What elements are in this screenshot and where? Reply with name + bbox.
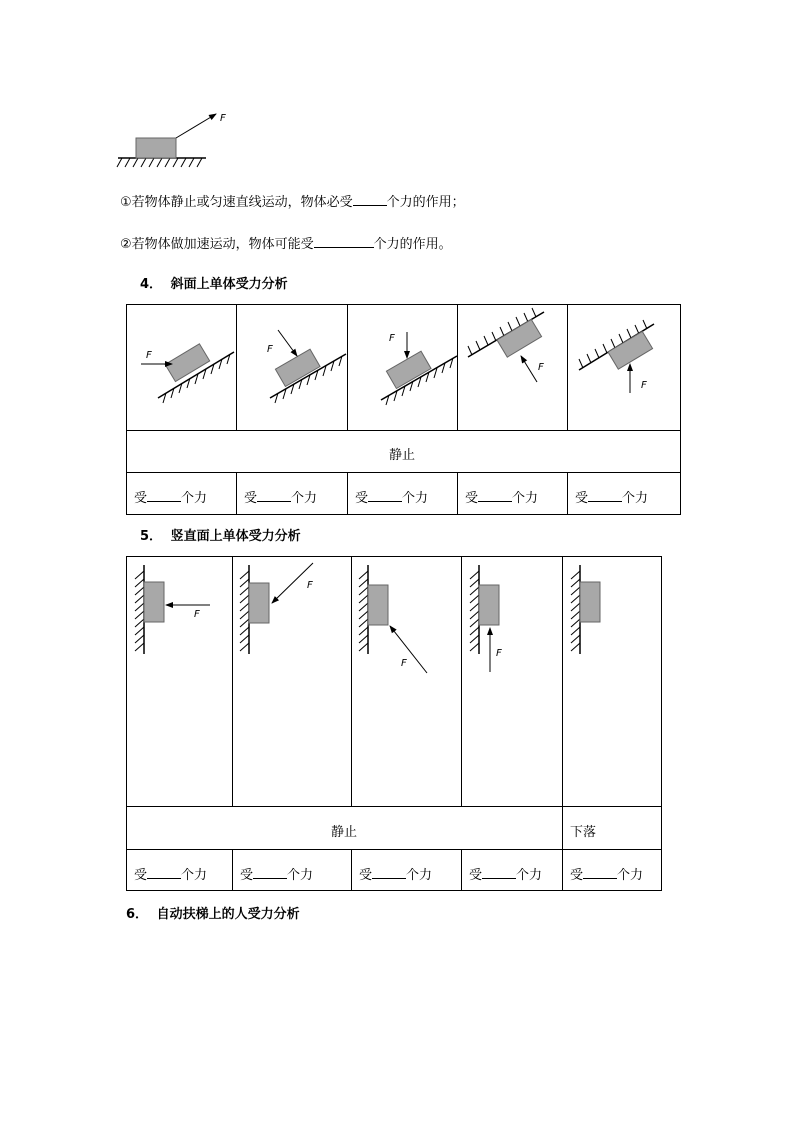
answer-suffix: 个力 — [516, 868, 543, 883]
question-line-2 — [120, 235, 452, 253]
section-5-heading — [140, 529, 301, 545]
block — [136, 138, 176, 158]
table-4-answer-2 — [244, 487, 317, 506]
answer-suffix: 个力 — [622, 491, 649, 506]
line2-suffix: 个力的作用。 — [373, 237, 452, 252]
table-4-answer-5 — [575, 487, 648, 506]
answer-prefix: 受 — [134, 868, 148, 883]
answer-blank[interactable] — [482, 866, 516, 879]
table-5-state-static: 静止 — [331, 825, 358, 840]
table-5-answer-2 — [240, 864, 313, 883]
force-arrow — [176, 114, 216, 138]
section-5-number: 5． — [140, 529, 163, 544]
table-5-answer-3 — [359, 864, 432, 883]
answer-suffix: 个力 — [181, 491, 208, 506]
section-6-heading — [126, 907, 300, 923]
answer-suffix: 个力 — [402, 491, 429, 506]
section-5-title: 竖直面上单体受力分析 — [170, 529, 301, 544]
force-label-4-2: F — [267, 344, 273, 355]
table-4-state: 静止 — [389, 448, 416, 463]
answer-prefix: 受 — [355, 491, 369, 506]
wall-figure-4 — [470, 565, 499, 672]
force-label-4-3: F — [389, 333, 395, 344]
answer-suffix: 个力 — [406, 868, 433, 883]
table-5-state-falling: 下落 — [570, 825, 597, 840]
force-label-4-1: F — [146, 350, 152, 361]
answer-prefix: 受 — [465, 491, 479, 506]
answer-suffix: 个力 — [291, 491, 318, 506]
top-figure — [117, 114, 216, 167]
force-label-5-3: F — [401, 658, 407, 669]
wall-figure-2 — [240, 563, 313, 654]
line1-suffix: 个力的作用； — [386, 195, 465, 210]
table-4-grid — [126, 304, 681, 515]
answer-suffix: 个力 — [512, 491, 539, 506]
answer-blank-1[interactable] — [353, 193, 387, 206]
answer-blank[interactable] — [368, 489, 402, 502]
wall-figure-3 — [359, 565, 427, 673]
section-6-title: 自动扶梯上的人受力分析 — [156, 907, 300, 922]
table-5-answer-5 — [570, 864, 643, 883]
answer-blank[interactable] — [147, 866, 181, 879]
line1-prefix: ①若物体静止或匀速直线运动，物体必受 — [120, 195, 353, 210]
answer-prefix: 受 — [244, 491, 258, 506]
answer-suffix: 个力 — [181, 868, 208, 883]
answer-blank[interactable] — [253, 866, 287, 879]
wall-figure-5 — [571, 565, 600, 654]
answer-blank-2[interactable] — [314, 235, 374, 248]
answer-prefix: 受 — [240, 868, 254, 883]
line2-prefix: ②若物体做加速运动，物体可能受 — [120, 237, 314, 252]
answer-prefix: 受 — [134, 491, 148, 506]
answer-blank[interactable] — [588, 489, 622, 502]
table-4-answer-4 — [465, 487, 538, 506]
force-label-5-2: F — [307, 580, 313, 591]
force-label-4-5: F — [641, 380, 647, 391]
incline-figure-1 — [141, 344, 234, 403]
section-6-number: 6． — [126, 907, 149, 922]
answer-suffix: 个力 — [617, 868, 644, 883]
table-4-answer-3 — [355, 487, 428, 506]
answer-prefix: 受 — [469, 868, 483, 883]
force-label-top: F — [220, 113, 226, 124]
table-5-answer-4 — [469, 864, 542, 883]
answer-prefix: 受 — [359, 868, 373, 883]
answer-suffix: 个力 — [287, 868, 314, 883]
force-label-5-1: F — [194, 609, 200, 620]
section-4-heading — [140, 277, 288, 293]
table-4-answer-1 — [134, 487, 207, 506]
force-label-5-4: F — [496, 648, 502, 659]
question-line-1 — [120, 193, 465, 211]
answer-prefix: 受 — [575, 491, 589, 506]
answer-blank[interactable] — [478, 489, 512, 502]
table-5-answer-1 — [134, 864, 207, 883]
answer-blank[interactable] — [583, 866, 617, 879]
answer-blank[interactable] — [257, 489, 291, 502]
incline-figure-2 — [270, 330, 346, 403]
section-4-number: 4． — [140, 277, 163, 292]
section-4-title: 斜面上单体受力分析 — [170, 277, 288, 292]
answer-blank[interactable] — [372, 866, 406, 879]
incline-figure-4 — [468, 308, 544, 382]
answer-blank[interactable] — [147, 489, 181, 502]
force-label-4-4: F — [538, 362, 544, 373]
answer-prefix: 受 — [570, 868, 584, 883]
